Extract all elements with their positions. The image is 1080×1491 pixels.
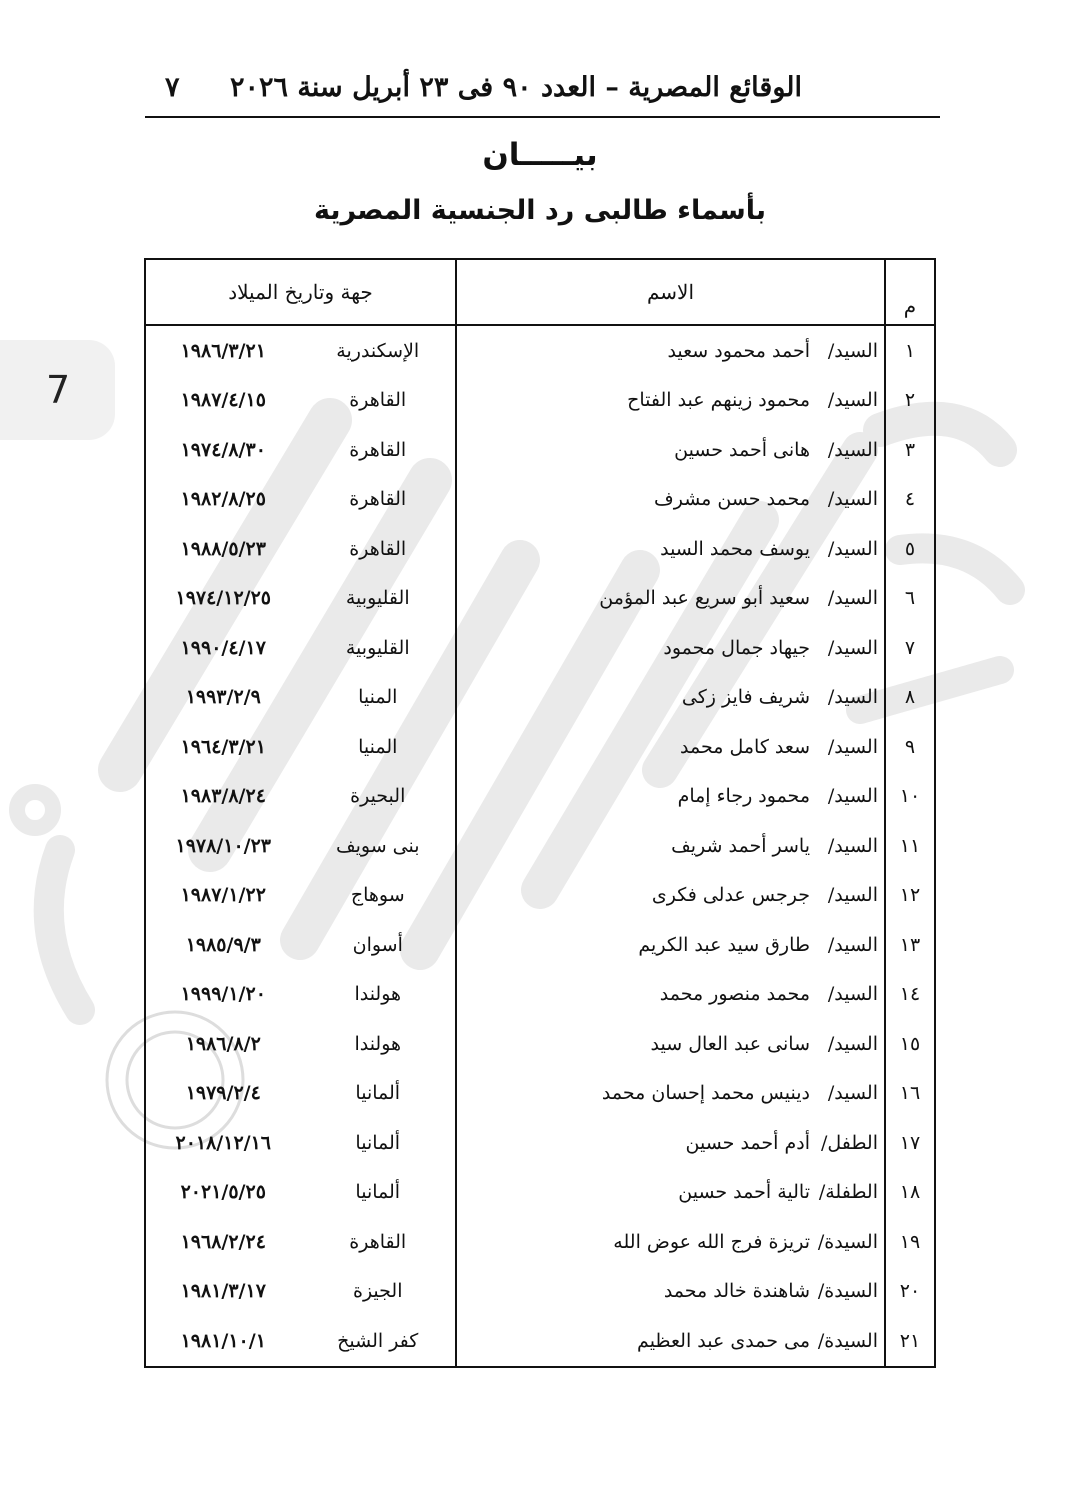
row-title: السيد/	[827, 735, 878, 758]
row-name: طارق سيد عبد الكريم	[638, 933, 810, 956]
row-number: ٣	[885, 425, 935, 475]
row-birthplace: القليوبية	[345, 587, 410, 610]
row-number: ١١	[885, 821, 935, 871]
table-row	[145, 1316, 935, 1367]
row-birthplace: البحيرة	[350, 785, 406, 808]
row-name-cell	[456, 871, 885, 921]
row-birthdate: ١٩٩٣/٢/٩	[145, 673, 301, 723]
header-birth: جهة وتاريخ الميلاد	[145, 259, 456, 325]
row-number: ١٩	[885, 1217, 935, 1267]
row-name-cell	[456, 673, 885, 723]
statement-title: بيـــــان	[482, 137, 598, 173]
row-title: السيدة/	[817, 1280, 878, 1303]
row-title: السيد/	[827, 933, 878, 956]
table-row	[145, 1069, 935, 1119]
row-name: يوسف محمد السيد	[660, 537, 810, 560]
row-name-cell	[456, 425, 885, 475]
header-name: الاسم	[456, 259, 885, 325]
table-row	[145, 524, 935, 574]
applicants-table	[144, 258, 936, 1368]
table-row	[145, 970, 935, 1020]
table-row	[145, 623, 935, 673]
row-birthplace: القاهرة	[349, 438, 407, 461]
row-number: ٢	[885, 376, 935, 426]
row-title: السيد/	[827, 686, 878, 709]
row-name-cell	[456, 623, 885, 673]
row-name: مى حمدى عبد العظيم	[637, 1329, 810, 1352]
row-number: ٩	[885, 722, 935, 772]
row-name-cell	[456, 1316, 885, 1367]
row-birthdate: ١٩٨١/١٠/١	[145, 1316, 301, 1367]
row-title: السيد/	[827, 785, 878, 808]
page-indicator-number: 7	[46, 368, 71, 412]
row-birthdate: ١٩٩٠/٤/١٧	[145, 623, 301, 673]
row-title: السيد/	[827, 438, 878, 461]
table-row	[145, 821, 935, 871]
table-row	[145, 673, 935, 723]
row-name-cell	[456, 1168, 885, 1218]
row-name: أحمد محمود سعيد	[667, 339, 810, 362]
row-birthplace: ألمانيا	[355, 1082, 401, 1105]
row-title: الطفلة/	[818, 1181, 878, 1204]
row-name-cell	[456, 772, 885, 822]
row-birthdate: ٢٠١٨/١٢/١٦	[145, 1118, 301, 1168]
row-number: ١٥	[885, 1019, 935, 1069]
row-title: السيد/	[827, 537, 878, 560]
row-title: السيد/	[827, 488, 878, 511]
table-row	[145, 920, 935, 970]
row-name: شريف فايز زكى	[681, 686, 810, 709]
row-number: ٦	[885, 574, 935, 624]
row-name-cell	[456, 1118, 885, 1168]
row-title: السيدة/	[817, 1329, 878, 1352]
row-name: سانى عبد العال سيد	[650, 1032, 810, 1055]
row-title: السيد/	[827, 339, 878, 362]
row-name: محمود زينهم عبد الفتاح	[627, 389, 810, 412]
row-number: ٤	[885, 475, 935, 525]
row-birthdate: ١٩٧٤/١٢/٢٥	[145, 574, 301, 624]
row-title: السيد/	[827, 983, 878, 1006]
row-birthdate: ١٩٦٨/٢/٢٤	[145, 1217, 301, 1267]
row-name-cell	[456, 524, 885, 574]
table-row	[145, 722, 935, 772]
row-name-cell	[456, 821, 885, 871]
row-birthdate: ١٩٨٦/٨/٢	[145, 1019, 301, 1069]
table-row	[145, 376, 935, 426]
row-title: السيد/	[827, 1032, 878, 1055]
row-title: السيد/	[827, 1082, 878, 1105]
table-header-row	[145, 259, 935, 325]
row-birthdate: ١٩٨٣/٨/٢٤	[145, 772, 301, 822]
row-birthplace: ألمانيا	[355, 1131, 401, 1154]
table-row	[145, 1118, 935, 1168]
row-number: ٢٠	[885, 1267, 935, 1317]
table-row	[145, 1168, 935, 1218]
row-name: تريزة فرج الله عوض الله	[613, 1230, 810, 1253]
row-name-cell	[456, 970, 885, 1020]
statement-subtitle: بأسماء طالبى رد الجنسية المصرية	[313, 195, 767, 226]
row-birthplace: سوهاج	[350, 884, 405, 907]
row-number: ١٣	[885, 920, 935, 970]
row-birthdate: ١٩٨٧/١/٢٢	[145, 871, 301, 921]
row-name: جرجس عدلى فكرى	[651, 884, 810, 907]
row-number: ١٢	[885, 871, 935, 921]
row-title: السيد/	[827, 834, 878, 857]
row-birthplace: الإسكندرية	[336, 339, 420, 362]
row-name: شاهندة خالد محمد	[663, 1280, 810, 1303]
row-number: ٨	[885, 673, 935, 723]
row-birthplace: القاهرة	[349, 389, 407, 412]
row-name: محمد حسن مشرف	[654, 488, 810, 511]
row-birthplace: هولندا	[354, 983, 402, 1006]
row-name-cell	[456, 722, 885, 772]
row-birthplace: المنيا	[358, 735, 398, 758]
row-number: ٥	[885, 524, 935, 574]
row-birthdate: ٢٠٢١/٥/٢٥	[145, 1168, 301, 1218]
row-number: ١٨	[885, 1168, 935, 1218]
row-birthplace: القاهرة	[349, 488, 407, 511]
row-name-cell	[456, 475, 885, 525]
row-birthplace: القاهرة	[349, 537, 407, 560]
row-title: الطفل/	[820, 1131, 878, 1154]
row-number: ٢١	[885, 1316, 935, 1367]
row-birthdate: ١٩٨٦/٣/٢١	[145, 325, 301, 376]
row-birthplace: هولندا	[354, 1032, 402, 1055]
row-name-cell	[456, 325, 885, 376]
row-title: السيد/	[827, 389, 878, 412]
row-birthdate: ١٩٦٤/٣/٢١	[145, 722, 301, 772]
row-name: جيهاد جمال محمود	[663, 636, 810, 659]
row-birthplace: المنيا	[358, 686, 398, 709]
row-birthdate: ١٩٧٨/١٠/٢٣	[145, 821, 301, 871]
row-birthplace: القاهرة	[349, 1230, 407, 1253]
table-row	[145, 871, 935, 921]
row-name: محمد منصور محمد	[659, 983, 810, 1006]
row-name: سعد كامل محمد	[680, 735, 810, 758]
row-title: السيد/	[827, 884, 878, 907]
table-row	[145, 325, 935, 376]
row-number: ١٠	[885, 772, 935, 822]
row-name-cell	[456, 1019, 885, 1069]
row-number: ١٧	[885, 1118, 935, 1168]
row-birthplace: أسوان	[352, 933, 403, 956]
gazette-issue-title: الوقائع المصرية – العدد ٩٠ فى ٢٣ أبريل سنة ٢٠٢٦	[230, 72, 802, 103]
row-name-cell	[456, 1267, 885, 1317]
table-row	[145, 475, 935, 525]
row-birthdate: ١٩٧٩/٢/٤	[145, 1069, 301, 1119]
table-row	[145, 574, 935, 624]
table-row	[145, 425, 935, 475]
row-name: تالية أحمد حسين	[678, 1181, 810, 1204]
page-header	[145, 62, 940, 118]
row-number: ١	[885, 325, 935, 376]
row-birthdate: ١٩٨١/٣/١٧	[145, 1267, 301, 1317]
row-name: أدم أحمد حسين	[685, 1131, 810, 1154]
row-number: ١٦	[885, 1069, 935, 1119]
header-number: م	[885, 259, 935, 325]
row-title: السيد/	[827, 636, 878, 659]
table-row	[145, 1019, 935, 1069]
row-name-cell	[456, 1069, 885, 1119]
row-number: ١٤	[885, 970, 935, 1020]
row-name: دينيس محمد إحسان محمد	[601, 1082, 810, 1105]
row-birthdate: ١٩٨٨/٥/٢٣	[145, 524, 301, 574]
row-birthdate: ١٩٧٤/٨/٣٠	[145, 425, 301, 475]
row-name-cell	[456, 1217, 885, 1267]
row-name-cell	[456, 920, 885, 970]
row-title: السيدة/	[817, 1230, 878, 1253]
row-name-cell	[456, 574, 885, 624]
row-title: السيد/	[827, 587, 878, 610]
table-row	[145, 1217, 935, 1267]
row-name: سعيد أبو سريع عبد المؤمن	[599, 587, 810, 610]
row-birthdate: ١٩٩٩/١/٢٠	[145, 970, 301, 1020]
row-name-cell	[456, 376, 885, 426]
row-name: هانى أحمد حسين	[674, 438, 810, 461]
row-number: ٧	[885, 623, 935, 673]
row-birthdate: ١٩٨٥/٩/٣	[145, 920, 301, 970]
row-birthplace: كفر الشيخ	[301, 1316, 457, 1367]
row-name: ياسر أحمد شريف	[671, 834, 810, 857]
row-birthdate: ١٩٨٢/٨/٢٥	[145, 475, 301, 525]
row-birthplace: القليوبية	[345, 636, 410, 659]
table-row	[145, 772, 935, 822]
table-row	[145, 1267, 935, 1317]
row-name: محمود رجاء إمام	[677, 785, 810, 808]
page-number: ٧	[165, 72, 180, 103]
row-birthplace: ألمانيا	[355, 1181, 401, 1204]
row-birthplace: بنى سويف	[335, 834, 420, 857]
row-birthplace: الجيزة	[352, 1280, 403, 1303]
row-birthdate: ١٩٨٧/٤/١٥	[145, 376, 301, 426]
